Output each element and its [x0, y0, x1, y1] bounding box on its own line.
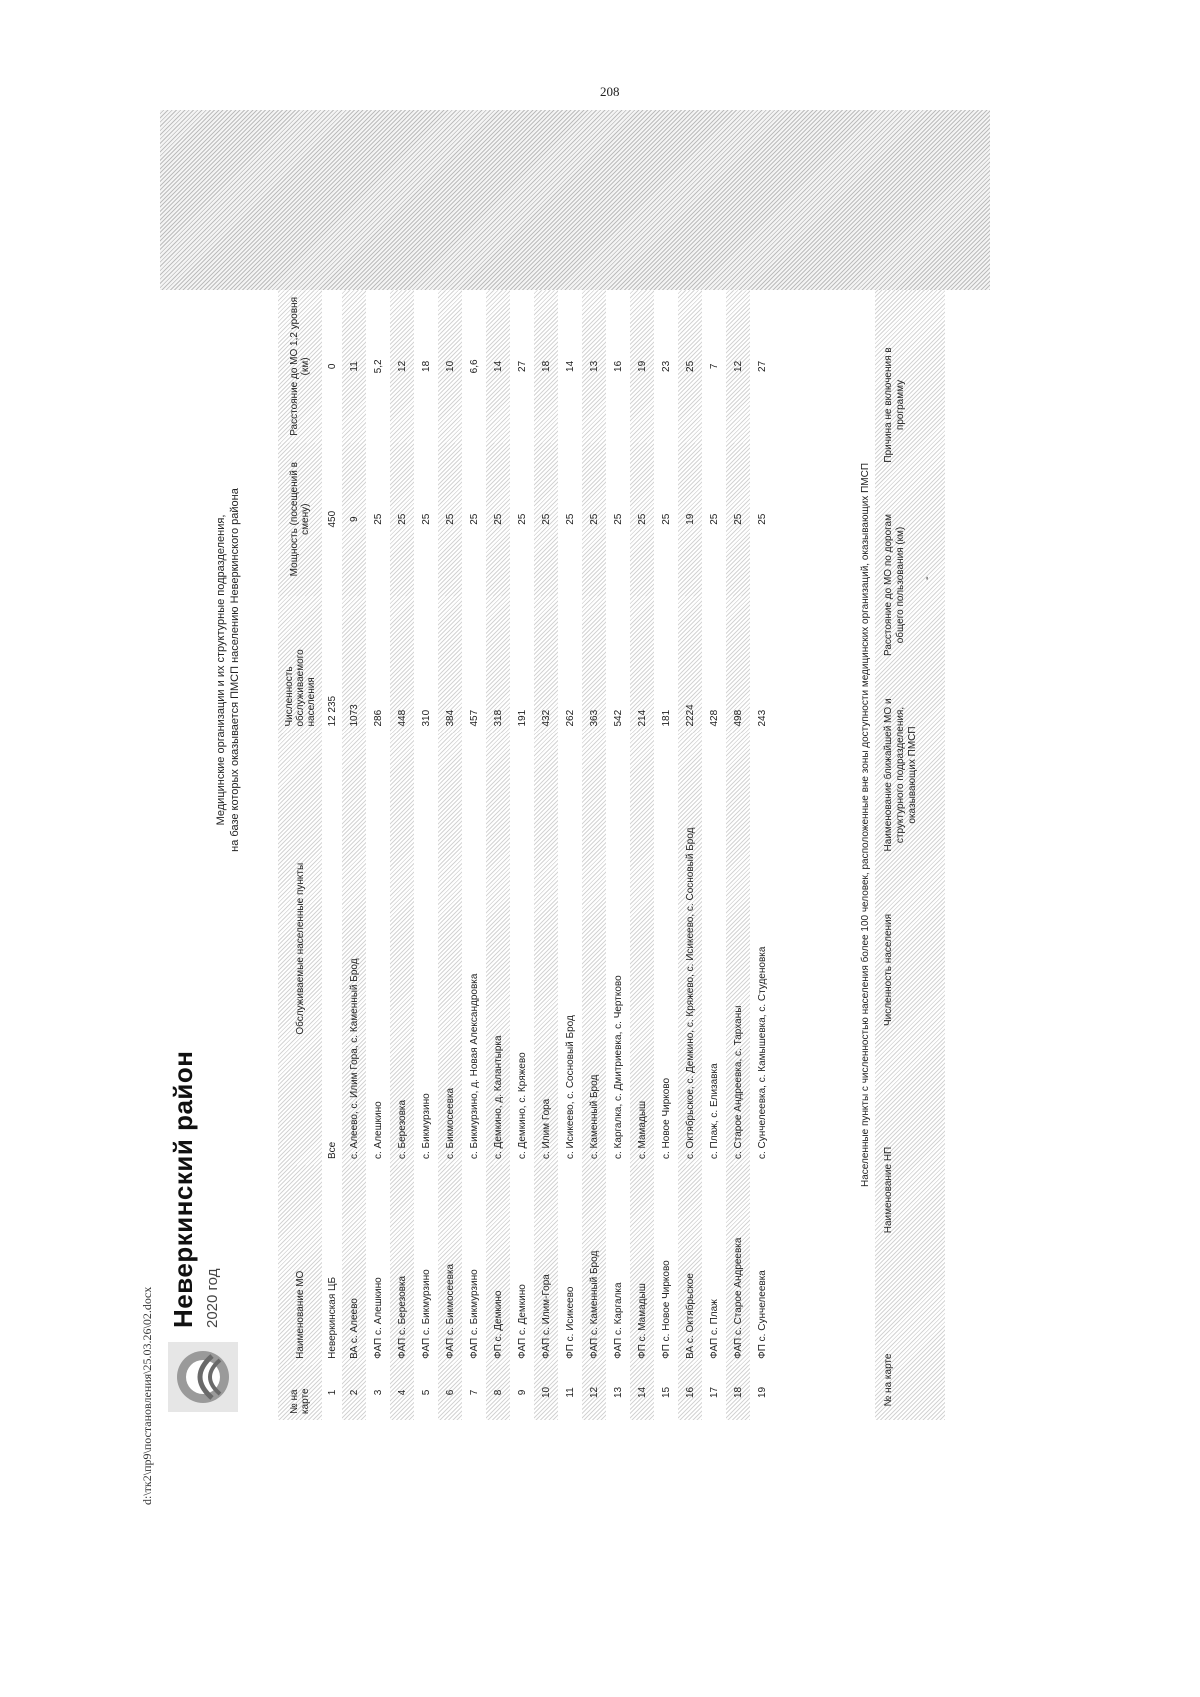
cell-name: ФАП с. Бикмурзино [420, 1269, 432, 1359]
cell-population: 191 [516, 709, 528, 727]
cell-population: 363 [588, 709, 600, 727]
cell-no: 1 [326, 1389, 338, 1396]
cell-name: ФАП с. Каменный Брод [588, 1250, 600, 1359]
cell-distance: 18 [420, 360, 432, 372]
cell-distance: 12 [732, 360, 744, 372]
cell-name: ФАП с. Старое Андреевка [732, 1237, 744, 1359]
col-header-population: Численность обслуживаемого населения [283, 649, 317, 727]
cell-capacity: 25 [396, 513, 408, 525]
cell-settlements: с. Старое Андреевка, с. Тарханы [732, 1005, 744, 1159]
cell-population: 384 [444, 709, 456, 727]
cell-no: 19 [756, 1386, 768, 1399]
cell-name: ВА с. Октябрьское [684, 1273, 696, 1359]
cell-name: ФП с. Сунчелеевка [756, 1270, 768, 1359]
bottom-note: Населенные пункты с численностью населения более 100 человек, расположенные вне зоны доступности медицинских организаций, оказывающих ПМСП [860, 462, 871, 1188]
cell-population: 12 235 [326, 695, 338, 727]
cell-population: 542 [612, 709, 624, 727]
cell-capacity: 25 [660, 513, 672, 525]
right-decor-band [160, 110, 990, 290]
cell-capacity: 25 [564, 513, 576, 525]
cell-settlements: с. Демкино, д. Калантырка [492, 1035, 504, 1159]
cell-settlements: с. Сунчелеевка, с. Камышевка, с. Студеновка [756, 946, 768, 1159]
cell-capacity: 25 [732, 513, 744, 525]
cell-population: 262 [564, 709, 576, 727]
bottom-col-nearest: Наименование ближайшей МО и структурного подразделения, оказывающих ПМСП [883, 698, 918, 852]
cell-name: ВА с. Алеево [348, 1298, 360, 1359]
col-header-distance: Расстояние до МО 1,2 уровня (км) [289, 297, 311, 436]
cell-capacity: 450 [326, 510, 338, 528]
cell-distance: 18 [540, 360, 552, 372]
page-number: 208 [600, 84, 620, 99]
cell-settlements: с. Бикмосеевка [444, 1087, 456, 1159]
cell-settlements: с. Мамадыш [636, 1100, 648, 1159]
cell-name: ФАП с. Каргалка [612, 1282, 624, 1359]
table-row [486, 290, 510, 1420]
cell-no: 3 [372, 1389, 384, 1396]
cell-name: Неверкинская ЦБ [326, 1276, 338, 1359]
footer-file-path: d:\тк2\пр9\постановления\25.03.26\02.docx [140, 1286, 154, 1505]
table-row [558, 290, 582, 1420]
cell-name: ФАП с. Бикмурзино [468, 1269, 480, 1359]
cell-distance: 7 [708, 363, 720, 370]
cell-distance: 16 [612, 360, 624, 372]
cell-no: 17 [708, 1386, 720, 1399]
title-line: Медицинские организации и их структурные подразделения, [215, 514, 227, 826]
table-row [534, 290, 558, 1420]
table-row [462, 290, 486, 1420]
cell-no: 15 [660, 1386, 672, 1399]
col-header-capacity: Мощность (посещений в смену) [289, 462, 311, 577]
cell-population: 243 [756, 709, 768, 727]
cell-settlements: с. Алеево, с. Илим Гора, с. Каменный Брод [348, 958, 360, 1159]
bottom-col-settlement: Наименование НП [883, 1146, 894, 1234]
cell-capacity: 25 [588, 513, 600, 525]
cell-name: ФАП с. Демкино [516, 1284, 528, 1359]
cell-name: ФП с. Демкино [492, 1290, 504, 1359]
cell-settlements: с. Бикмурзино, д. Новая Александровка [468, 973, 480, 1159]
cell-capacity: 25 [636, 513, 648, 525]
cell-settlements: с. Исикеево, с. Сосновый Брод [564, 1015, 576, 1159]
cell-name: ФАП с. Березовка [396, 1275, 408, 1359]
cell-settlements: с. Каменный Брод [588, 1074, 600, 1159]
cell-name: ФАП с. Плаж [708, 1299, 720, 1359]
table-row [702, 290, 726, 1420]
cell-name: ФП с. Мамадыш [636, 1283, 648, 1359]
district-logo-icon [168, 1342, 238, 1412]
table-row [678, 290, 702, 1420]
cell-capacity: 25 [756, 513, 768, 525]
cell-population: 318 [492, 709, 504, 727]
cell-name: ФП с. Исикеево [564, 1286, 576, 1359]
cell-population: 457 [468, 709, 480, 727]
cell-capacity: 25 [372, 513, 384, 525]
cell-distance: 27 [756, 360, 768, 372]
cell-distance: 11 [348, 361, 360, 372]
slide-header-band [160, 110, 278, 1420]
cell-capacity: 25 [708, 513, 720, 525]
cell-distance: 12 [396, 360, 408, 372]
cell-population: 310 [420, 709, 432, 727]
cell-no: 12 [588, 1386, 600, 1399]
cell-settlements: с. Демкино, с. Кряжево [516, 1052, 528, 1159]
table-row [582, 290, 606, 1420]
cell-no: 16 [684, 1386, 696, 1399]
col-header-no: № на карте [289, 1388, 311, 1414]
table-row [654, 290, 678, 1420]
uncovered-settlements-table [875, 290, 945, 1420]
table-row [366, 290, 390, 1420]
table-row [438, 290, 462, 1420]
cell-name: ФП с. Новое Чирково [660, 1260, 672, 1359]
cell-population: 286 [372, 709, 384, 727]
table-row-total [322, 290, 342, 1420]
cell-population: 181 [660, 709, 672, 727]
medical-organizations-table [278, 290, 774, 1420]
cell-name: ФАП с. Илим-Гора [540, 1274, 552, 1359]
bottom-col-population: Численность населения [883, 913, 894, 1027]
cell-distance: 25 [684, 360, 696, 372]
cell-population: 428 [708, 709, 720, 727]
cell-capacity: 25 [540, 513, 552, 525]
cell-capacity: 25 [612, 513, 624, 525]
cell-capacity: 25 [516, 513, 528, 525]
col-header-settlements: Обслуживаемые населенные пункты [294, 862, 306, 1035]
cell-population: 2224 [684, 704, 696, 727]
cell-capacity: 19 [684, 513, 696, 525]
cell-no: 9 [516, 1389, 528, 1396]
title-line: на базе которых оказывается ПМСП населению Неверкинского района [229, 488, 241, 852]
district-year: 2020 год [204, 1268, 221, 1328]
cell-distance: 19 [636, 360, 648, 372]
cell-capacity: 9 [348, 516, 360, 522]
cell-distance: 5,2 [372, 359, 384, 374]
cell-population: 498 [732, 709, 744, 727]
cell-name: ФАП с. Алешкино [372, 1277, 384, 1359]
cell-settlements: с. Березовка [396, 1099, 408, 1159]
cell-no: 10 [540, 1386, 552, 1399]
cell-capacity: 25 [420, 513, 432, 525]
cell-capacity: 25 [492, 513, 504, 525]
cell-no: 6 [444, 1389, 456, 1396]
col-header-name: Наименование МО [294, 1270, 306, 1359]
cell-capacity: 25 [444, 513, 456, 525]
cell-no: 4 [396, 1389, 408, 1396]
district-title: Неверкинский район [168, 1050, 198, 1328]
cell-name: ФАП с. Бикмосеевка [444, 1263, 456, 1359]
cell-no: 8 [492, 1389, 504, 1396]
cell-settlements: Все [326, 1141, 338, 1159]
bottom-col-distance: Расстояние до МО по дорогам общего пользования (км) [883, 514, 906, 656]
cell-no: 13 [612, 1386, 624, 1399]
cell-distance: 14 [492, 360, 504, 372]
table-header-row [278, 290, 322, 1420]
cell-population: 214 [636, 709, 648, 727]
table-title [214, 300, 242, 1040]
cell-population: 1073 [348, 704, 360, 727]
cell-distance: 14 [564, 360, 576, 372]
bottom-col-reason: Причина не включения в программу [883, 347, 906, 463]
cell-settlements: с. Октябрьское, с. Демкино, с. Кряжево, с. Исикеево, с. Сосновый Брод [684, 827, 696, 1159]
bottom-empty-dash: - [921, 576, 933, 580]
cell-distance: 27 [516, 360, 528, 372]
cell-population: 448 [396, 709, 408, 727]
table-row [342, 290, 366, 1420]
cell-settlements: с. Каргалка, с. Дмитриевка, с. Чертково [612, 975, 624, 1159]
cell-settlements: с. Бикмурзино [420, 1093, 432, 1159]
table-row [726, 290, 750, 1420]
cell-distance: 0 [326, 363, 338, 370]
table-row [414, 290, 438, 1420]
table-row [750, 290, 774, 1420]
cell-distance: 23 [660, 360, 672, 372]
cell-settlements: с. Илим Гора [540, 1098, 552, 1159]
cell-no: 2 [348, 1389, 360, 1396]
table-row [606, 290, 630, 1420]
table-row [390, 290, 414, 1420]
cell-no: 7 [468, 1389, 480, 1396]
cell-no: 18 [732, 1386, 744, 1399]
slide [160, 110, 990, 1420]
cell-no: 14 [636, 1386, 648, 1399]
cell-distance: 10 [444, 360, 456, 372]
cell-settlements: с. Алешкино [372, 1101, 384, 1159]
table-row [630, 290, 654, 1420]
cell-settlements: с. Новое Чирково [660, 1077, 672, 1159]
cell-population: 432 [540, 709, 552, 727]
rotated-slide [160, 110, 990, 1420]
cell-distance: 13 [588, 360, 600, 372]
bottom-col-no: № на карте [883, 1353, 894, 1407]
cell-no: 11 [564, 1387, 576, 1398]
cell-distance: 6,6 [468, 359, 480, 374]
cell-settlements: с. Плаж, с. Елизавка [708, 1063, 720, 1159]
cell-capacity: 25 [468, 513, 480, 525]
table-row [510, 290, 534, 1420]
cell-no: 5 [420, 1389, 432, 1396]
